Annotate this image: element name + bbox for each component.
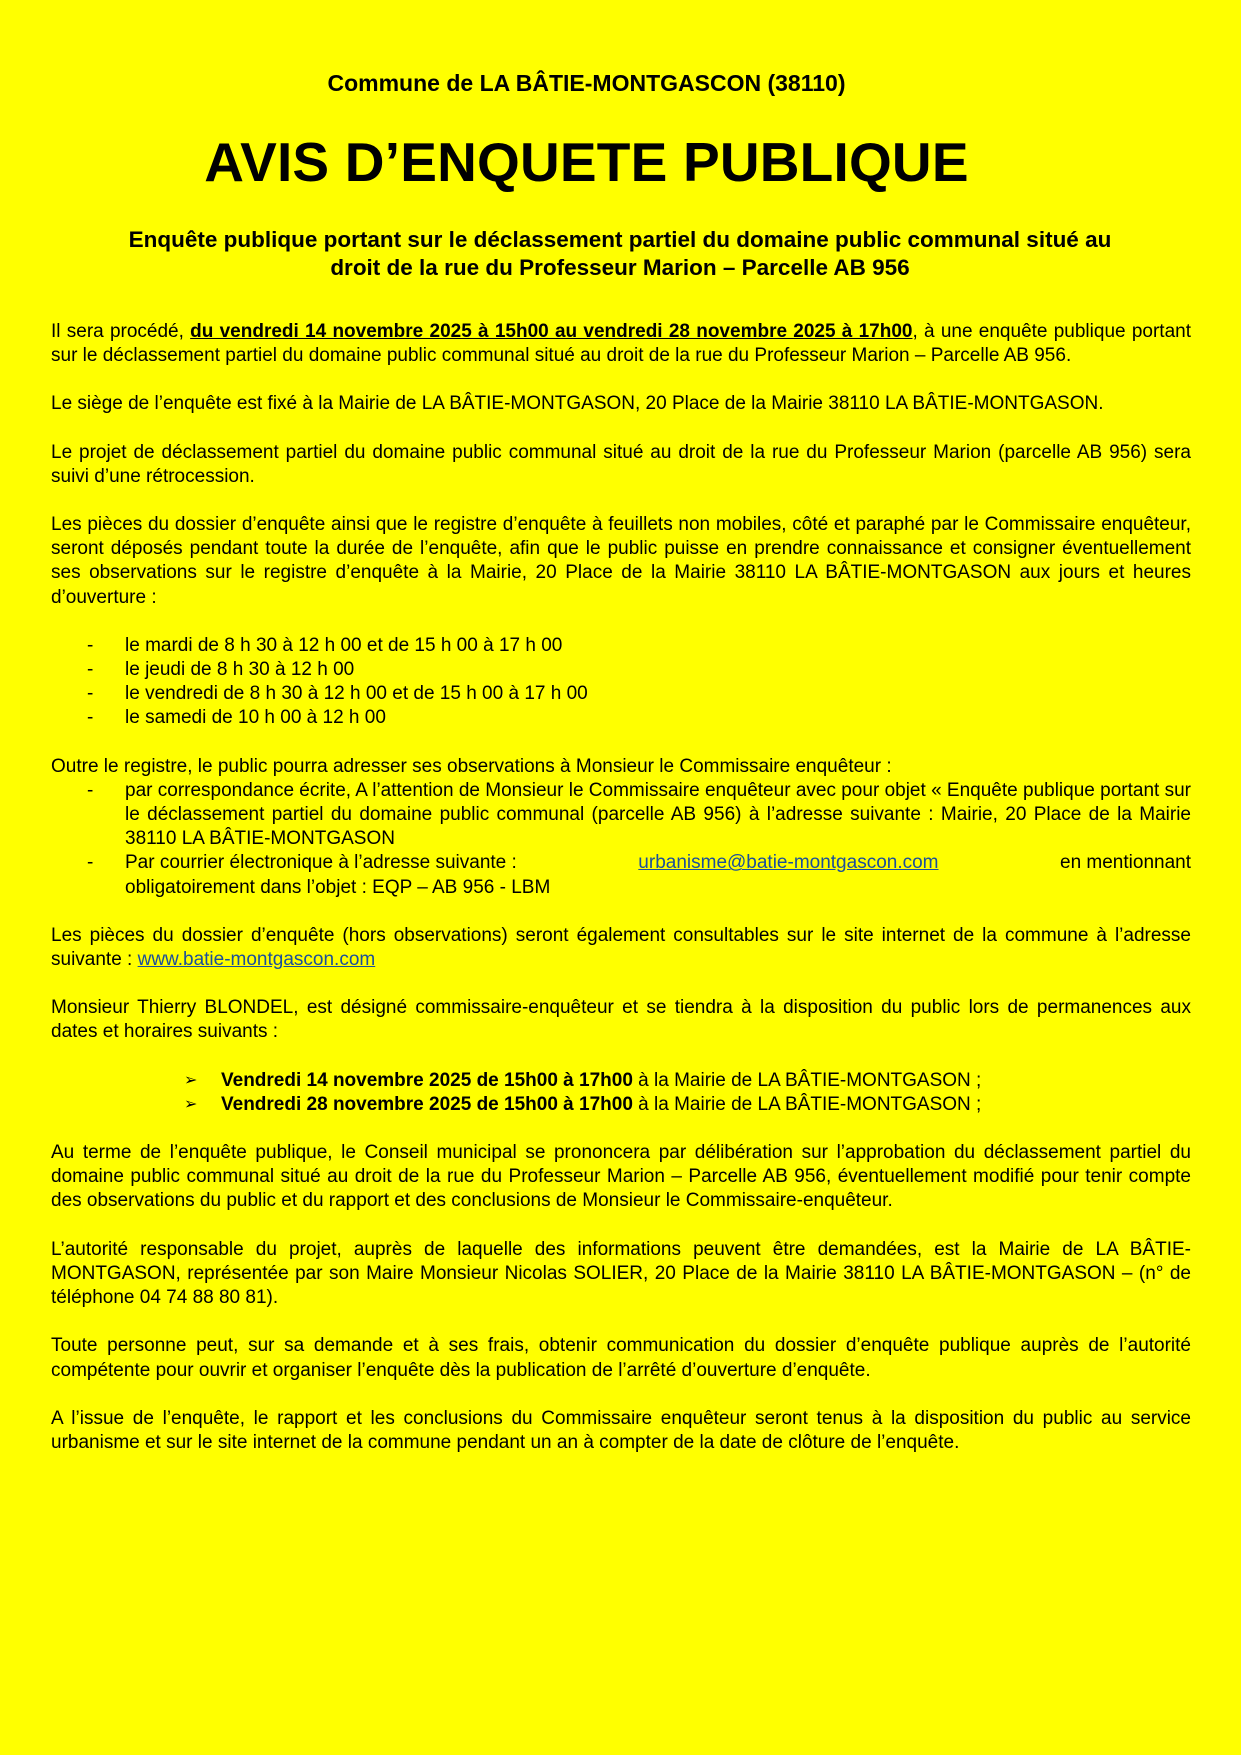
- commune-heading: Commune de LA BÂTIE-MONTGASCON (38110): [327, 70, 846, 96]
- subtitle-line-1: Enquête publique portant sur le déclassement partiel du domaine public communal situé au: [128, 227, 1112, 252]
- list-item: [51, 658, 1191, 682]
- list-item: [51, 1069, 1191, 1093]
- permanence-place: à la Mairie de LA BÂTIE-MONTGASON ;: [632, 1069, 982, 1091]
- list-item-text: le samedi de 10 h 00 à 12 h 00: [125, 707, 386, 729]
- page-title: AVIS D’ENQUETE PUBLIQUE: [204, 131, 969, 193]
- paragraph-communication: Toute personne peut, sur sa demande et à ses frais, obtenir communication du dossier d’enquête publique auprès de l’autorité compétente pour ouvrir et organiser l’enquête dès la publication de l’arrêté d’ouverture d’enquête.: [51, 1335, 1191, 1381]
- subtitle: [51, 226, 1189, 282]
- email-text-post: obligatoirement dans l’objet : EQP – AB 956 - LBM: [125, 876, 551, 898]
- paragraph-authority: L’autorité responsable du projet, auprès de laquelle des informations peuvent être demandées, est la Mairie de LA BÂTIE-MONTGASON, représentée par son Maire Monsieur Nicolas SOLIER, 20 Place de la Mairie 38110 LA BÂTIE-MONTGASON – (n° de téléphone 04 74 88 80 81).: [51, 1238, 1191, 1309]
- paragraph-dates: [51, 320, 1191, 368]
- email-line: [125, 851, 1191, 875]
- paragraph-dates-pre: Il sera procédé,: [51, 321, 191, 342]
- notice-body: [51, 320, 1191, 1479]
- dash-bullet: -: [87, 659, 94, 681]
- list-item: [51, 851, 1191, 899]
- email-link[interactable]: urbanisme@batie-montgascon.com: [638, 852, 939, 874]
- paragraph-report: A l’issue de l’enquête, le rapport et les conclusions du Commissaire enquêteur seront tenus à la disposition du public au service urbanisme et sur le site internet de la commune pendant un an à compter de la date de clôture de l’enquête.: [51, 1407, 1191, 1453]
- paragraph-observations: Outre le registre, le public pourra adresser ses observations à Monsieur le Commissaire enquêteur :: [51, 755, 892, 777]
- list-item-text: le jeudi de 8 h 30 à 12 h 00: [125, 659, 355, 681]
- subtitle-line-2: droit de la rue du Professeur Marion – Parcelle AB 956: [330, 255, 910, 280]
- paragraph-seat: Le siège de l’enquête est fixé à la Mairie de LA BÂTIE-MONTGASON, 20 Place de la Mairie 38110 LA BÂTIE-MONTGASON.: [51, 393, 1104, 415]
- email-text-mid: en mentionnant: [1060, 852, 1191, 874]
- dash-bullet: -: [87, 779, 94, 801]
- dash-bullet: -: [87, 683, 94, 705]
- observation-methods-list: [51, 779, 1191, 900]
- arrow-bullet-icon: ➢: [184, 1071, 198, 1089]
- list-item-text: le mardi de 8 h 30 à 12 h 00 et de 15 h 00 à 17 h 00: [125, 634, 563, 656]
- list-item: [51, 1093, 1191, 1117]
- paragraph-project: Le projet de déclassement partiel du domaine public communal situé au droit de la rue du Professeur Marion (parcelle AB 956) sera suivi d’une rétrocession.: [51, 441, 1191, 487]
- permanence-date: Vendredi 28 novembre 2025 de 15h00 à 17h00: [221, 1093, 633, 1115]
- paragraph-website: [51, 924, 1191, 972]
- dash-bullet: -: [87, 707, 94, 729]
- list-item-text: le vendredi de 8 h 30 à 12 h 00 et de 15 h 00 à 17 h 00: [125, 683, 588, 705]
- dash-bullet: -: [87, 634, 94, 656]
- dash-bullet: -: [87, 852, 94, 874]
- email-text-pre: Par courrier électronique à l’adresse suivante :: [125, 852, 517, 874]
- permanences-list: [51, 1069, 1191, 1117]
- permanence-place: à la Mairie de LA BÂTIE-MONTGASON ;: [632, 1093, 982, 1115]
- arrow-bullet-icon: ➢: [184, 1095, 198, 1113]
- list-item: [51, 706, 1191, 730]
- inquiry-dates: du vendredi 14 novembre 2025 à 15h00 au vendredi 28 novembre 2025 à 17h00: [190, 321, 913, 342]
- permanence-date: Vendredi 14 novembre 2025 de 15h00 à 17h00: [221, 1069, 633, 1091]
- list-item: [51, 682, 1191, 706]
- opening-hours-list: [51, 634, 1191, 731]
- paragraph-documents: Les pièces du dossier d’enquête ainsi que le registre d’enquête à feuillets non mobiles, côté et paraphé par le Commissaire enquêteur, seront déposés pendant toute la durée de l’enquête, afin que le public puisse en prendre connaissance et consigner éventuellement ses observations sur le registre d’enquête à la Mairie, 20 Place de la Mairie 38110 LA BÂTIE-MONTGASON aux jours et heures d’ouverture :: [51, 514, 1191, 608]
- website-link[interactable]: www.batie-montgascon.com: [137, 949, 376, 971]
- list-item: [51, 779, 1191, 852]
- postal-mail-text: par correspondance écrite, A l’attention de Monsieur le Commissaire enquêteur avec pour objet « Enquête publique portant sur le déclassement partiel du domaine public communal (parcelle AB 956) à l’adresse suivante : Mairie, 20 Place de la Mairie 38110 LA BÂTIE-MONTGASON: [125, 779, 1191, 850]
- paragraph-council: Au terme de l’enquête publique, le Conseil municipal se prononcera par délibération sur l’approbation du déclassement partiel du domaine public communal situé au droit de la rue du Professeur Marion – Parcelle AB 956, éventuellement modifié pour tenir compte des observations du public et du rapport et des conclusions de Monsieur le Commissaire-enquêteur.: [51, 1142, 1191, 1212]
- paragraph-dates-post: , à une enquête publique portant sur le déclassement partiel du domaine public communal situé au droit de la rue du Professeur Marion – Parcelle AB 956.: [51, 321, 1191, 367]
- paragraph-website-text: Les pièces du dossier d’enquête (hors observations) seront également consultables sur le site internet de la commune à l’adresse suivante :: [51, 924, 1191, 971]
- list-item: [51, 634, 1191, 658]
- paragraph-commissioner: Monsieur Thierry BLONDEL, est désigné commissaire-enquêteur et se tiendra à la disposition du public lors de permanences aux dates et horaires suivants :: [51, 997, 1191, 1043]
